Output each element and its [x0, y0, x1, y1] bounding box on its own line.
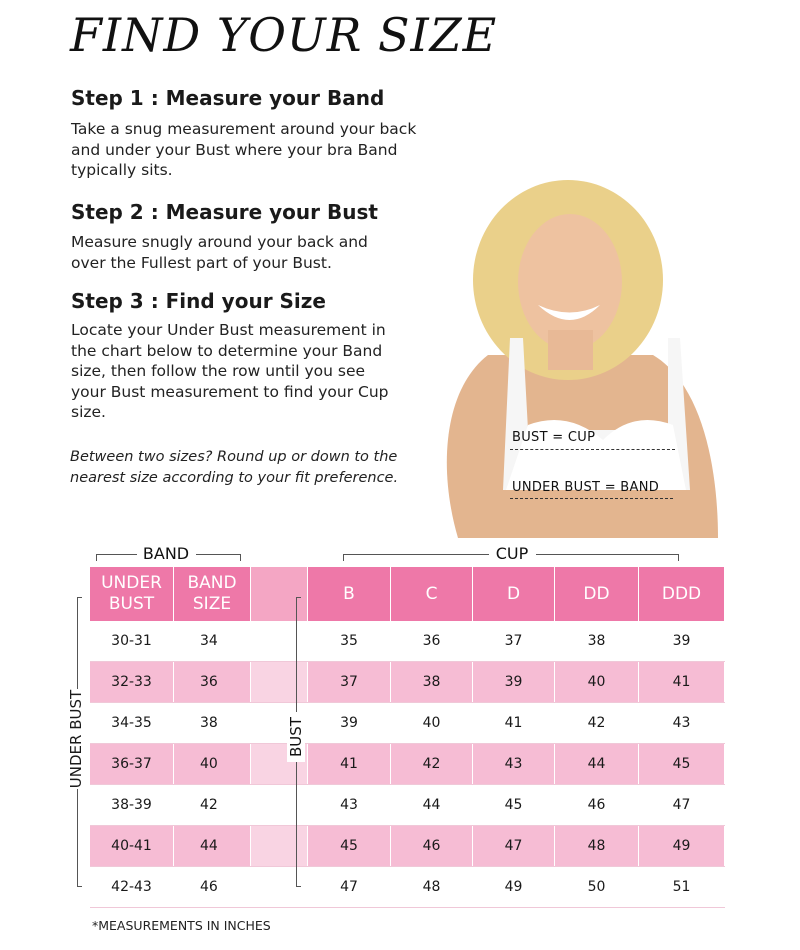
table-header-row	[90, 567, 725, 621]
cup-size-cell: 39	[473, 662, 555, 703]
cup-size-cell: 40	[391, 703, 473, 744]
cup-size-cell: 43	[639, 703, 725, 744]
cup-size-cell: 43	[473, 744, 555, 785]
cup-header-b: B	[308, 567, 391, 621]
cup-size-cell: 46	[391, 826, 473, 867]
table-row	[90, 867, 725, 908]
step-2-heading: Step 2 : Measure your Bust	[71, 200, 378, 224]
cup-size-cell: 47	[308, 867, 391, 908]
cup-group-label: CUP	[495, 544, 529, 563]
cup-bracket-right	[536, 554, 679, 561]
model-photo	[418, 170, 723, 538]
cup-size-cell: 36	[391, 621, 473, 662]
table-row	[90, 826, 725, 867]
cup-size-cell: 47	[473, 826, 555, 867]
under-bust-axis-label: UNDER BUST	[67, 689, 85, 789]
cup-size-cell: 43	[308, 785, 391, 826]
band-size-cell: 42	[174, 785, 251, 826]
band-size-cell: 36	[174, 662, 251, 703]
cup-size-cell: 45	[473, 785, 555, 826]
cup-size-cell: 35	[308, 621, 391, 662]
cup-size-cell: 47	[639, 785, 725, 826]
cup-size-cell: 41	[308, 744, 391, 785]
step-2-text: Measure snugly around your back and over the Fullest part of your Bust.	[71, 233, 368, 272]
cup-bracket-left	[343, 554, 489, 561]
cup-size-cell: 42	[391, 744, 473, 785]
under-bust-band-label: UNDER BUST = BAND	[512, 480, 660, 495]
cup-size-cell: 39	[308, 703, 391, 744]
step-1-text: Take a snug measurement around your back and under your Bust where your bra Band typically sits.	[71, 120, 417, 179]
page-title: FIND YOUR SIZE	[70, 8, 498, 62]
under-bust-cell: 36-37	[90, 744, 174, 785]
cup-size-cell: 45	[639, 744, 725, 785]
bust-cup-label: BUST = CUP	[512, 430, 596, 445]
band-size-cell: 44	[174, 826, 251, 867]
cup-header-d: D	[473, 567, 555, 621]
band-size-cell: 34	[174, 621, 251, 662]
band-size-cell: 40	[174, 744, 251, 785]
cup-size-cell: 39	[639, 621, 725, 662]
cup-size-cell: 38	[391, 662, 473, 703]
band-size-header: BAND SIZE	[174, 567, 251, 621]
step-1-heading: Step 1 : Measure your Band	[71, 86, 385, 110]
cup-size-cell: 50	[555, 867, 639, 908]
cup-header-ddd: DDD	[639, 567, 725, 621]
cup-size-cell: 45	[308, 826, 391, 867]
cup-size-cell: 48	[391, 867, 473, 908]
cup-size-cell: 37	[473, 621, 555, 662]
cup-size-cell: 51	[639, 867, 725, 908]
cup-size-cell: 38	[555, 621, 639, 662]
table-row	[90, 662, 725, 703]
under-bust-cell: 32-33	[90, 662, 174, 703]
table-row	[90, 621, 725, 662]
under-bust-line	[510, 498, 673, 499]
cup-size-cell: 48	[555, 826, 639, 867]
bust-line	[510, 449, 675, 450]
cup-size-cell: 49	[473, 867, 555, 908]
cup-size-cell: 44	[555, 744, 639, 785]
cup-size-cell: 49	[639, 826, 725, 867]
step-3-heading: Step 3 : Find your Size	[71, 289, 326, 313]
band-group-label: BAND	[142, 544, 190, 563]
cup-size-cell: 46	[555, 785, 639, 826]
under-bust-header: UNDER BUST	[90, 567, 174, 621]
cup-size-cell: 40	[555, 662, 639, 703]
cup-size-cell: 41	[639, 662, 725, 703]
under-bust-cell: 34-35	[90, 703, 174, 744]
between-sizes-note: Between two sizes? Round up or down to the nearest size according to your fit preference.	[70, 449, 399, 486]
cup-header-dd: DD	[555, 567, 639, 621]
band-bracket-right	[196, 554, 241, 561]
cup-size-cell: 42	[555, 703, 639, 744]
size-chart-table	[90, 567, 725, 908]
band-size-cell: 46	[174, 867, 251, 908]
under-bust-cell: 38-39	[90, 785, 174, 826]
under-bust-cell: 42-43	[90, 867, 174, 908]
table-row	[90, 703, 725, 744]
cup-size-cell: 41	[473, 703, 555, 744]
step-3-text: Locate your Under Bust measurement in the chart below to determine your Band size, then follow the row until you see your Bust measurement to find your Cup size.	[71, 321, 389, 421]
cup-size-cell: 44	[391, 785, 473, 826]
table-row	[90, 744, 725, 785]
cup-size-cell: 37	[308, 662, 391, 703]
under-bust-cell: 40-41	[90, 826, 174, 867]
under-bust-cell: 30-31	[90, 621, 174, 662]
band-size-cell: 38	[174, 703, 251, 744]
bust-axis-label: BUST	[287, 712, 305, 762]
table-row	[90, 785, 725, 826]
band-bracket-left	[96, 554, 137, 561]
cup-header-c: C	[391, 567, 473, 621]
footnote: *MEASUREMENTS IN INCHES	[92, 918, 271, 933]
